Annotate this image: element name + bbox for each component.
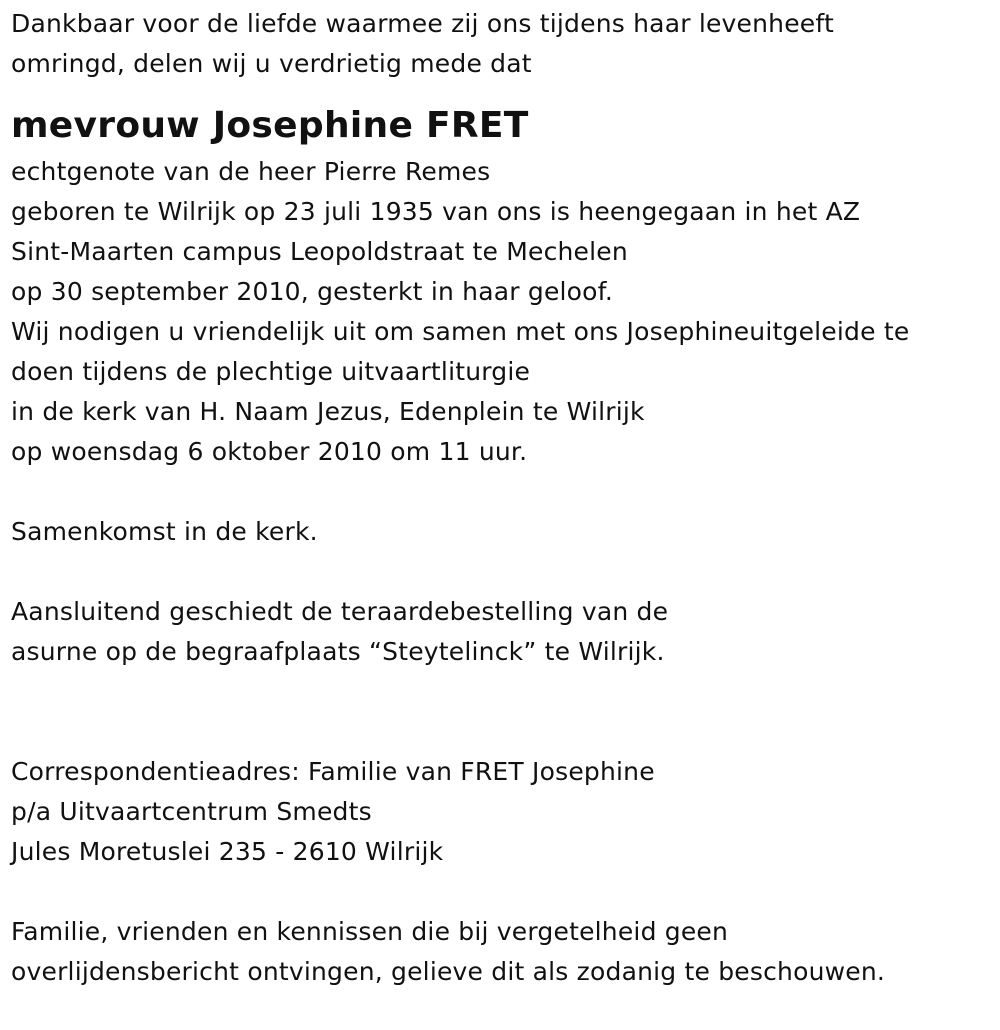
spacer	[11, 472, 986, 512]
address-line: Correspondentieadres: Familie van FRET Josephine	[11, 757, 655, 786]
closing-paragraph	[11, 912, 986, 992]
deceased-name: mevrouw Josephine FRET	[11, 105, 529, 146]
obituary-notice	[11, 4, 986, 992]
announcement-line: doen tijdens de plechtige uitvaartliturgie	[11, 357, 531, 386]
announcement-line: echtgenote van de heer Pierre Remes	[11, 157, 491, 186]
burial-line: Aansluitend geschiedt de teraardebestelling van de	[11, 597, 669, 626]
announcement-line: op 30 september 2010, gesterkt in haar geloof.	[11, 277, 613, 306]
spacer	[11, 872, 986, 912]
spacer	[11, 552, 986, 592]
announcement-line: geboren te Wilrijk op 23 juli 1935 van ons is heengegaan in het AZ	[11, 197, 861, 226]
announcement-line: in de kerk van H. Naam Jezus, Edenplein te Wilrijk	[11, 397, 645, 426]
gathering-line: Samenkomst in de kerk.	[11, 517, 318, 546]
closing-line: Familie, vrienden en kennissen die bij vergetelheid geen	[11, 917, 729, 946]
intro-paragraph	[11, 4, 986, 84]
correspondence-address	[11, 752, 986, 872]
burial-line: asurne op de begraafplaats “Steytelinck” te Wilrijk.	[11, 637, 665, 666]
address-line: Jules Moretuslei 235 - 2610 Wilrijk	[11, 837, 444, 866]
intro-line: omringd, delen wij u verdrietig mede dat	[11, 49, 532, 78]
announcement-line: op woensdag 6 oktober 2010 om 11 uur.	[11, 437, 528, 466]
burial-paragraph	[11, 592, 986, 672]
intro-line: Dankbaar voor de liefde waarmee zij ons tijdens haar levenheeft	[11, 9, 834, 38]
announcement-paragraph	[11, 152, 986, 472]
address-line: p/a Uitvaartcentrum Smedts	[11, 797, 372, 826]
announcement-line: Sint-Maarten campus Leopoldstraat te Mechelen	[11, 237, 628, 266]
closing-line: overlijdensbericht ontvingen, gelieve dit als zodanig te beschouwen.	[11, 957, 886, 986]
announcement-line: Wij nodigen u vriendelijk uit om samen met ons Josephineuitgeleide te	[11, 317, 910, 346]
spacer	[11, 672, 986, 752]
